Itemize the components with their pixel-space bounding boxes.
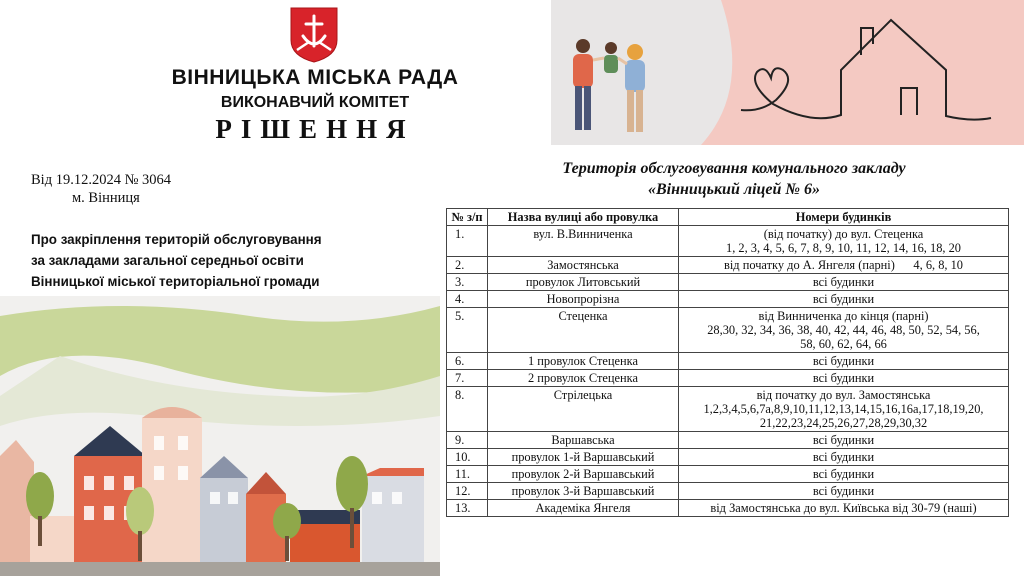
table-header-row	[447, 209, 1009, 226]
row-number: 8.	[447, 387, 488, 432]
table-row	[447, 387, 1009, 432]
row-street: Академіка Янгеля	[488, 500, 679, 517]
table-row	[447, 257, 1009, 274]
houses-line: 21,22,23,24,25,26,27,28,29,30,32	[759, 416, 928, 430]
row-street: вул. В.Винниченка	[488, 226, 679, 257]
houses-line: всі будинки	[812, 484, 875, 498]
houses-line: від початку до вул. Замостянська	[756, 388, 931, 402]
town-illustration	[0, 296, 440, 576]
committee-title: ВИКОНАВЧИЙ КОМІТЕТ	[220, 94, 410, 111]
row-street: Замостянська	[488, 257, 679, 274]
houses-line: від Замостянська до вул. Київська від 30-79 (наші)	[710, 501, 977, 515]
row-street: 1 провулок Стеценка	[488, 353, 679, 370]
table-row	[447, 308, 1009, 353]
table-row	[447, 291, 1009, 308]
table-row	[447, 432, 1009, 449]
row-street: провулок Литовський	[488, 274, 679, 291]
table-title-line: Територія обслуговування комунального закладу	[562, 160, 906, 177]
table-row	[447, 449, 1009, 466]
council-title: ВІННИЦЬКА МІСЬКА РАДА	[171, 66, 459, 89]
row-number: 7.	[447, 370, 488, 387]
row-houses	[679, 257, 1009, 274]
houses-line: всі будинки	[812, 433, 875, 447]
row-houses	[679, 353, 1009, 370]
row-number: 4.	[447, 291, 488, 308]
row-houses	[679, 483, 1009, 500]
row-street: Стеценка	[488, 308, 679, 353]
streets-table	[446, 208, 1009, 517]
houses-line: всі будинки	[812, 467, 875, 481]
row-number: 2.	[447, 257, 488, 274]
row-number: 1.	[447, 226, 488, 257]
family-house-illustration	[551, 0, 1024, 145]
coat-of-arms-icon	[289, 6, 339, 64]
row-number: 11.	[447, 466, 488, 483]
row-houses	[679, 449, 1009, 466]
table-row	[447, 274, 1009, 291]
row-street: провулок 2-й Варшавський	[488, 466, 679, 483]
table-row	[447, 353, 1009, 370]
table-row	[447, 483, 1009, 500]
table-title-line: «Вінницький ліцей № 6»	[647, 181, 821, 198]
houses-line: всі будинки	[812, 292, 875, 306]
table-title	[444, 158, 1024, 200]
table-row	[447, 370, 1009, 387]
row-number: 9.	[447, 432, 488, 449]
decision-subject	[31, 229, 411, 292]
row-number: 10.	[447, 449, 488, 466]
houses-line: всі будинки	[812, 371, 875, 385]
houses-line: 1, 2, 3, 4, 5, 6, 7, 8, 9, 10, 11, 12, 14, 16, 18, 20	[726, 241, 961, 255]
row-street: провулок 3-й Варшавський	[488, 483, 679, 500]
houses-line: 28,30, 32, 34, 36, 38, 40, 42, 44, 46, 48, 50, 52, 54, 56,	[707, 323, 980, 337]
row-houses	[679, 370, 1009, 387]
row-street: Варшавська	[488, 432, 679, 449]
row-number: 5.	[447, 308, 488, 353]
houses-line: 58, 60, 62, 64, 66	[800, 337, 887, 351]
houses-line: від початку до А. Янгеля (парні) 4, 6, 8, 10	[724, 258, 963, 272]
row-number: 3.	[447, 274, 488, 291]
houses-line: (від початку) до вул. Стеценка	[763, 227, 924, 241]
row-houses	[679, 432, 1009, 449]
houses-line: всі будинки	[812, 275, 875, 289]
subject-line: Про закріплення територій обслуговування	[31, 232, 322, 247]
row-houses	[679, 308, 1009, 353]
header-houses: Номери будинків	[679, 209, 1009, 226]
header-number: № з/п	[447, 209, 488, 226]
row-houses	[679, 500, 1009, 517]
row-number: 13.	[447, 500, 488, 517]
row-number: 6.	[447, 353, 488, 370]
decision-city: м. Вінниця	[72, 190, 140, 206]
houses-line: всі будинки	[812, 354, 875, 368]
row-houses	[679, 226, 1009, 257]
row-number: 12.	[447, 483, 488, 500]
decision-title: РІШЕННЯ	[215, 114, 415, 144]
decision-date: Від 19.12.2024 № 3064	[31, 172, 172, 188]
row-street: 2 провулок Стеценка	[488, 370, 679, 387]
row-street: Стрілецька	[488, 387, 679, 432]
table-row	[447, 500, 1009, 517]
houses-line: 1,2,3,4,5,6,7а,8,9,10,11,12,13,14,15,16,16а,17,18,19,20,	[703, 402, 984, 416]
row-street: провулок 1-й Варшавський	[488, 449, 679, 466]
row-houses	[679, 466, 1009, 483]
houses-line: від Винниченка до кінця (парні)	[758, 309, 929, 323]
subject-line: Вінницької міської територіальної громади	[31, 274, 320, 289]
row-houses	[679, 387, 1009, 432]
row-houses	[679, 291, 1009, 308]
houses-line: всі будинки	[812, 450, 875, 464]
row-street: Новопрорізна	[488, 291, 679, 308]
row-houses	[679, 274, 1009, 291]
header-street: Назва вулиці або провулка	[488, 209, 679, 226]
subject-line: за закладами загальної середньої освіти	[31, 253, 304, 268]
table-row	[447, 226, 1009, 257]
table-row	[447, 466, 1009, 483]
